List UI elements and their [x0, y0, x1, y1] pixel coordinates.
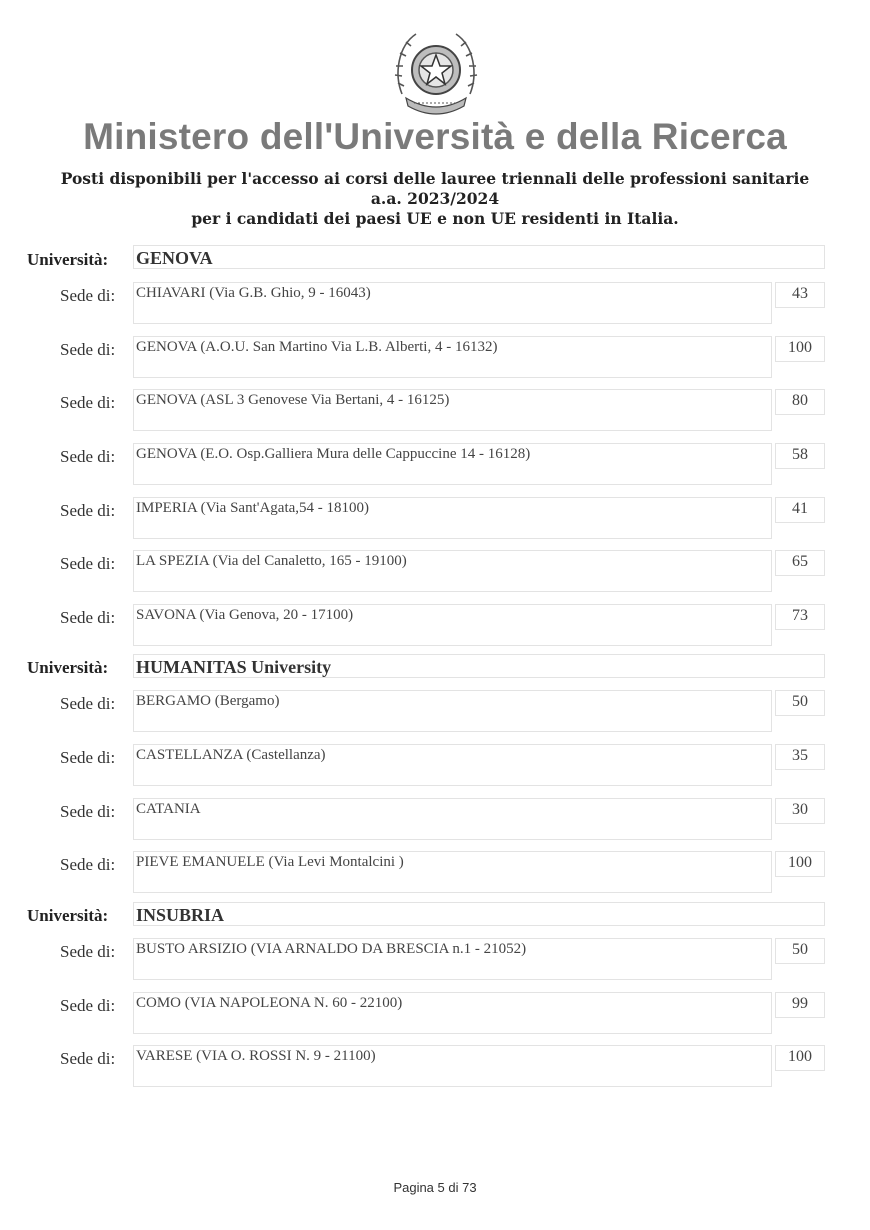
subtitle-line-1: Posti disponibili per l'accesso ai corsi delle lauree triennali delle professioni sanitarie: [60, 169, 810, 188]
university-label: Università:: [27, 906, 109, 925]
sede-place: GENOVA (A.O.U. San Martino Via L.B. Alberti, 4 - 16132): [133, 336, 772, 378]
sede-label: Sede di:: [60, 1049, 116, 1068]
sede-place: VARESE (VIA O. ROSSI N. 9 - 21100): [133, 1045, 772, 1087]
posti-count: 30: [775, 798, 825, 824]
posti-count: 73: [775, 604, 825, 630]
sede-label: Sede di:: [60, 340, 116, 359]
sede-place: GENOVA (E.O. Osp.Galliera Mura delle Cappuccine 14 - 16128): [133, 443, 772, 485]
sede-label: Sede di:: [60, 855, 116, 874]
sede-label: Sede di:: [60, 608, 116, 627]
posti-count: 80: [775, 389, 825, 415]
page-number: Pagina 5 di 73: [393, 1180, 477, 1195]
sede-label: Sede di:: [60, 393, 116, 412]
posti-count: 100: [775, 851, 825, 877]
sede-place: CATANIA: [133, 798, 772, 840]
ministry-title: Ministero dell'Università e della Ricerca: [83, 116, 787, 157]
posti-count: 50: [775, 938, 825, 964]
sede-label: Sede di:: [60, 748, 116, 767]
republic-emblem-icon: [392, 24, 480, 120]
sede-label: Sede di:: [60, 942, 116, 961]
university-label: Università:: [27, 250, 109, 269]
sede-label: Sede di:: [60, 501, 116, 520]
sede-place: CHIAVARI (Via G.B. Ghio, 9 - 16043): [133, 282, 772, 324]
posti-count: 41: [775, 497, 825, 523]
posti-count: 100: [775, 1045, 825, 1071]
university-label: Università:: [27, 658, 109, 677]
sede-place: PIEVE EMANUELE (Via Levi Montalcini ): [133, 851, 772, 893]
sede-place: COMO (VIA NAPOLEONA N. 60 - 22100): [133, 992, 772, 1034]
university-name: HUMANITAS University: [133, 654, 825, 678]
subtitle-line-3: per i candidati dei paesi UE e non UE residenti in Italia.: [191, 209, 679, 228]
posti-count: 58: [775, 443, 825, 469]
sede-label: Sede di:: [60, 996, 116, 1015]
university-name: INSUBRIA: [133, 902, 825, 926]
posti-count: 50: [775, 690, 825, 716]
sede-place: GENOVA (ASL 3 Genovese Via Bertani, 4 - 16125): [133, 389, 772, 431]
posti-count: 99: [775, 992, 825, 1018]
sede-place: BUSTO ARSIZIO (VIA ARNALDO DA BRESCIA n.1 - 21052): [133, 938, 772, 980]
sede-place: IMPERIA (Via Sant'Agata,54 - 18100): [133, 497, 772, 539]
university-name: GENOVA: [133, 245, 825, 269]
sede-place: BERGAMO (Bergamo): [133, 690, 772, 732]
sede-place: SAVONA (Via Genova, 20 - 17100): [133, 604, 772, 646]
sede-label: Sede di:: [60, 694, 116, 713]
posti-count: 35: [775, 744, 825, 770]
sede-place: CASTELLANZA (Castellanza): [133, 744, 772, 786]
sede-label: Sede di:: [60, 447, 116, 466]
posti-count: 65: [775, 550, 825, 576]
sede-label: Sede di:: [60, 286, 116, 305]
posti-count: 43: [775, 282, 825, 308]
sede-label: Sede di:: [60, 554, 116, 573]
sede-place: LA SPEZIA (Via del Canaletto, 165 - 19100): [133, 550, 772, 592]
sede-label: Sede di:: [60, 802, 116, 821]
posti-count: 100: [775, 336, 825, 362]
subtitle-line-2: a.a. 2023/2024: [370, 189, 500, 208]
